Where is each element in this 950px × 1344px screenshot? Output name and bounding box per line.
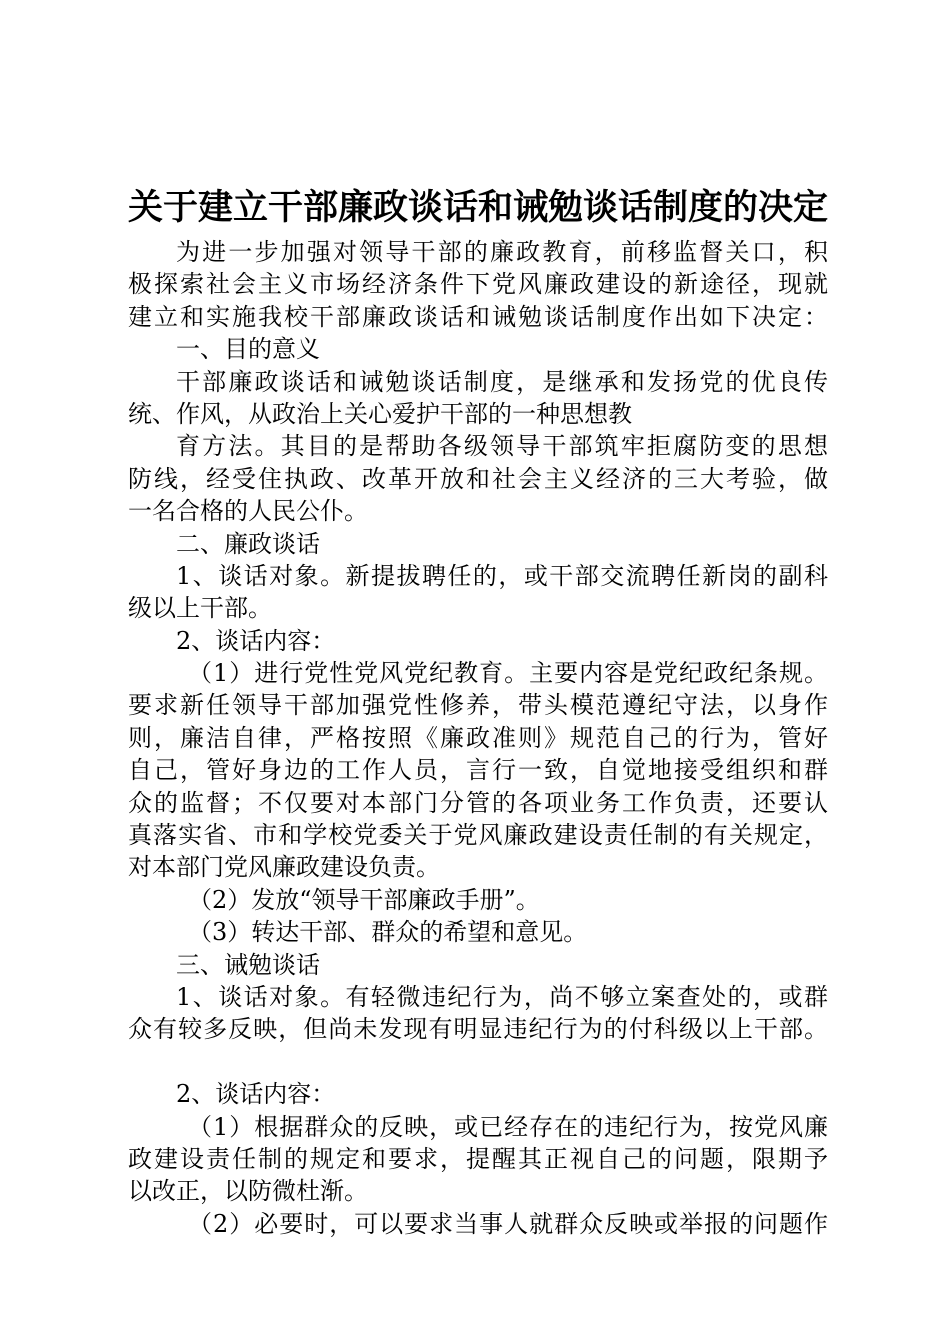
document-title: 关于建立干部廉政谈话和诫勉谈话制度的决定	[128, 187, 829, 228]
text-line: 统、作风，从政治上关心爱护干部的一种思想教	[128, 399, 632, 428]
text-line: 则，廉洁自律，严格按照《廉政准则》规范自己的行为，管好	[128, 723, 828, 752]
text-line: 干部廉政谈话和诫勉谈话制度，是继承和发扬党的优良传	[176, 367, 828, 396]
section-heading: 一、目的意义	[176, 335, 320, 364]
text-line: 级以上干部。	[128, 594, 272, 623]
text-line: 防线，经受住执政、改革开放和社会主义经济的三大考验，做	[128, 464, 828, 493]
text-line: 众的监督；不仅要对本部门分管的各项业务工作负责，还要认	[128, 788, 828, 817]
text-line: （1）进行党性党风党纪教育。主要内容是党纪政纪条规。	[188, 659, 828, 688]
text-line: 1、谈话对象。有轻微违纪行为，尚不够立案查处的，或群	[176, 982, 828, 1011]
text-line: 为进一步加强对领导干部的廉政教育，前移监督关口，积	[176, 238, 828, 266]
text-line: 极探索社会主义市场经济条件下党风廉政建设的新途径，现就	[128, 270, 828, 299]
text-line: 建立和实施我校干部廉政谈话和诫勉谈话制度作出如下决定：	[128, 302, 828, 331]
text-line: 要求新任领导干部加强党性修养，带头模范遵纪守法，以身作	[128, 691, 828, 720]
blank-line	[128, 1046, 828, 1078]
text-line: 政建设责任制的规定和要求，提醒其正视自己的问题，限期予	[128, 1144, 828, 1173]
text-line: 真落实省、市和学校党委关于党风廉政建设责任制的有关规定，	[128, 821, 828, 850]
text-line: 1、谈话对象。新提拔聘任的，或干部交流聘任新岗的副科	[176, 561, 828, 590]
text-line: 以改正，以防微杜渐。	[128, 1177, 368, 1206]
text-line: 2、谈话内容：	[176, 1080, 336, 1109]
text-line: （3）转达干部、群众的希望和意见。	[188, 918, 588, 947]
text-line: （2）发放“领导干部廉政手册”。	[188, 885, 540, 914]
text-line: 2、谈话内容：	[176, 626, 336, 655]
text-line: 自己，管好身边的工作人员，言行一致，自觉地接受组织和群	[128, 756, 828, 785]
text-line: （2）必要时，可以要求当事人就群众反映或举报的问题作	[188, 1209, 828, 1238]
text-line: 育方法。其目的是帮助各级领导干部筑牢拒腐防变的思想	[176, 432, 828, 461]
text-line: 一名合格的人民公仆。	[128, 497, 368, 526]
text-line: 对本部门党风廉政建设负责。	[128, 853, 440, 882]
text-line: （1）根据群众的反映，或已经存在的违纪行为，按党风廉	[188, 1112, 828, 1141]
document-body	[128, 236, 828, 1240]
section-heading: 二、廉政谈话	[176, 529, 320, 558]
text-line: 众有较多反映，但尚未发现有明显违纪行为的付科级以上干部。	[128, 1015, 828, 1044]
section-heading: 三、诫勉谈话	[176, 950, 320, 979]
